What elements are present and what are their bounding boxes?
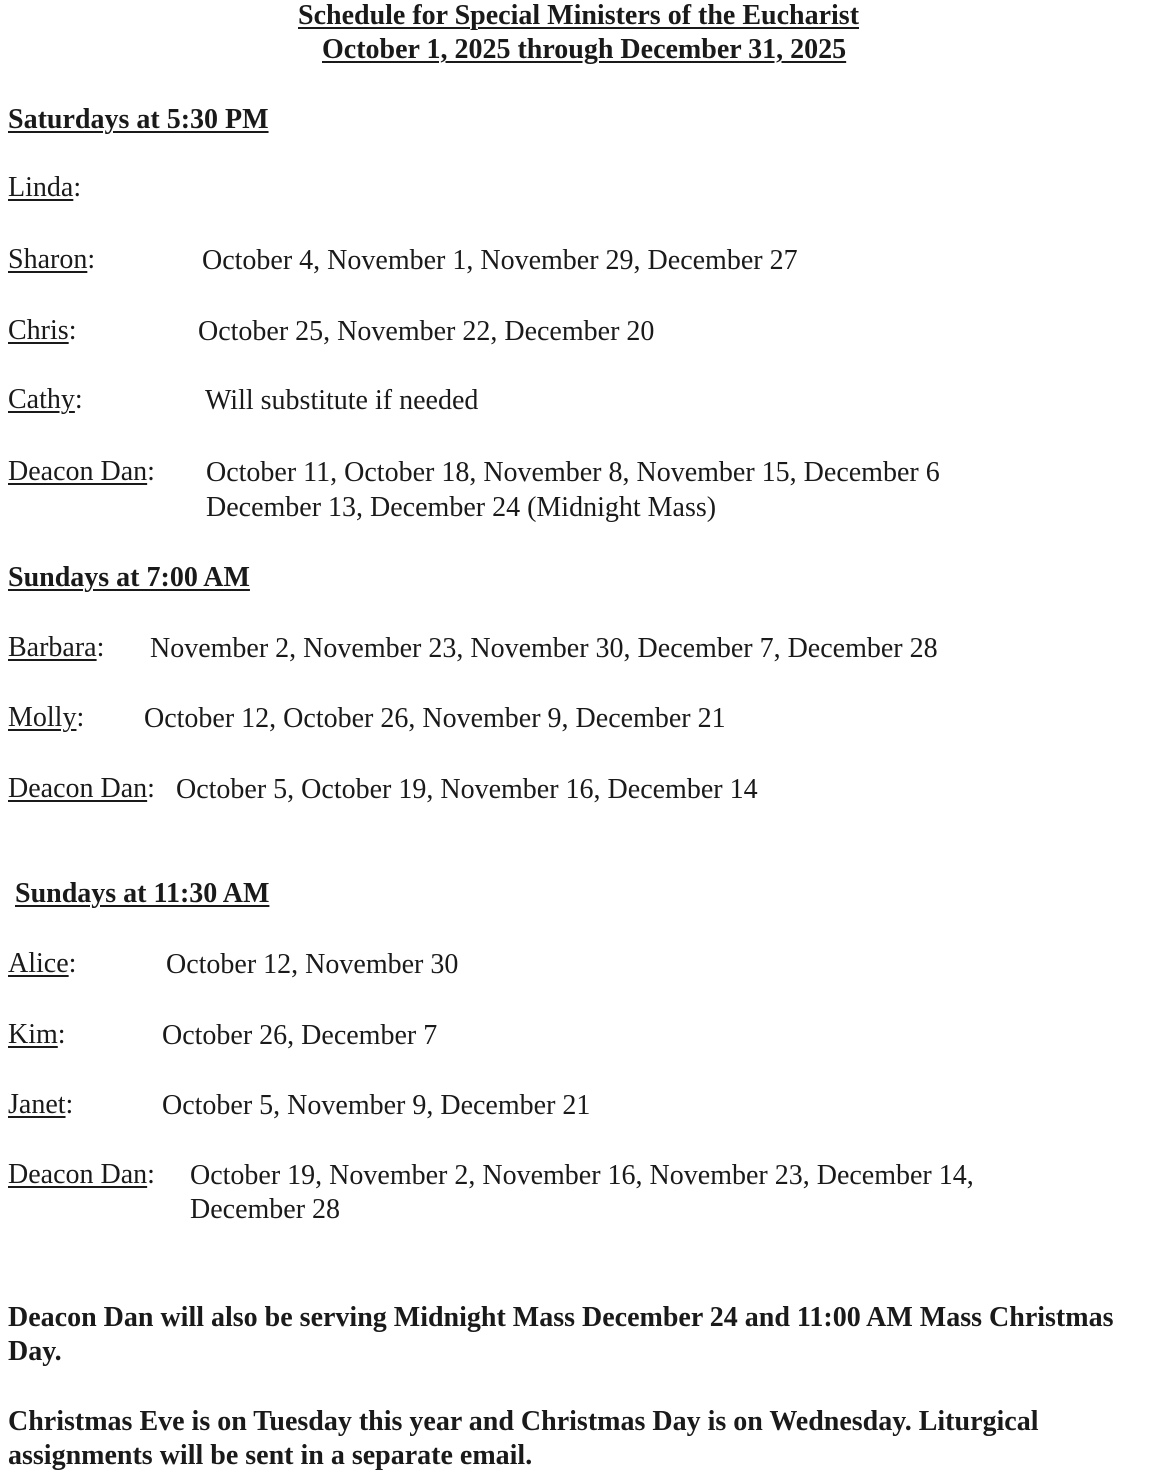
minister-dates-cathy: Will substitute if needed	[205, 385, 479, 416]
note-christmas-mass: Deacon Dan will also be serving Midnight Mass December 24 and 11:00 AM Mass Christmas Day.	[8, 1302, 1114, 1367]
section-heading-saturdays: Saturdays at 5:30 PM	[8, 104, 269, 135]
minister-dates-deacon-dan-sat: October 11, October 18, November 8, November 15, December 6	[206, 457, 940, 488]
minister-name-alice: Alice:	[8, 948, 77, 979]
document-title-line-1: Schedule for Special Ministers of the Eucharist	[298, 0, 860, 31]
minister-dates-chris: October 25, November 22, December 20	[198, 316, 655, 347]
section-heading-sundays-1130am: Sundays at 11:30 AM	[15, 878, 270, 909]
minister-name-molly: Molly:	[8, 702, 85, 733]
minister-dates-deacon-dan-sat-cont: December 13, December 24 (Midnight Mass)	[206, 492, 717, 523]
minister-name-text: Deacon Dan	[8, 1159, 148, 1190]
minister-name-barbara: Barbara:	[8, 632, 105, 663]
minister-dates-molly: October 12, October 26, November 9, December 21	[144, 703, 726, 734]
minister-name-cathy: Cathy:	[8, 384, 83, 415]
section-heading-sundays-7am: Sundays at 7:00 AM	[8, 562, 250, 593]
minister-name-text: Barbara	[8, 632, 97, 663]
minister-name-text: Cathy	[8, 384, 75, 415]
minister-name-deacon-dan-sun1130: Deacon Dan:	[8, 1159, 155, 1190]
minister-dates-janet: October 5, November 9, December 21	[162, 1090, 591, 1121]
minister-dates-deacon-dan-sun1130-cont: December 28	[190, 1194, 341, 1225]
minister-name-janet: Janet:	[8, 1089, 74, 1120]
minister-name-deacon-dan-sun7: Deacon Dan:	[8, 773, 155, 804]
minister-name-kim: Kim:	[8, 1019, 66, 1050]
minister-dates-deacon-dan-sun1130: October 19, November 2, November 16, November 23, December 14,	[190, 1160, 974, 1191]
minister-name-linda: Linda:	[8, 172, 82, 203]
minister-name-text: Chris	[8, 315, 69, 346]
minister-dates-kim: October 26, December 7	[162, 1020, 438, 1051]
document-title-line-2: October 1, 2025 through December 31, 2025	[322, 34, 847, 65]
minister-dates-barbara: November 2, November 23, November 30, December 7, December 28	[150, 633, 938, 664]
minister-name-text: Alice	[8, 948, 69, 979]
minister-name-text: Sharon	[8, 244, 88, 275]
minister-name-text: Linda	[8, 172, 74, 203]
minister-name-text: Deacon Dan	[8, 773, 148, 804]
minister-name-text: Molly	[8, 702, 77, 733]
minister-name-text: Deacon Dan	[8, 456, 148, 487]
minister-dates-deacon-dan-sun7: October 5, October 19, November 16, December 14	[176, 774, 758, 805]
minister-name-sharon: Sharon:	[8, 244, 96, 275]
minister-name-text: Janet	[8, 1089, 66, 1120]
minister-name-chris: Chris:	[8, 315, 77, 346]
minister-name-text: Kim	[8, 1019, 58, 1050]
minister-dates-sharon: October 4, November 1, November 29, December 27	[202, 245, 798, 276]
minister-dates-alice: October 12, November 30	[166, 949, 459, 980]
minister-name-deacon-dan-sat: Deacon Dan:	[8, 456, 155, 487]
note-christmas-schedule: Christmas Eve is on Tuesday this year and Christmas Day is on Wednesday. Liturgical assignments will be sent in a separate email.	[8, 1406, 1039, 1471]
